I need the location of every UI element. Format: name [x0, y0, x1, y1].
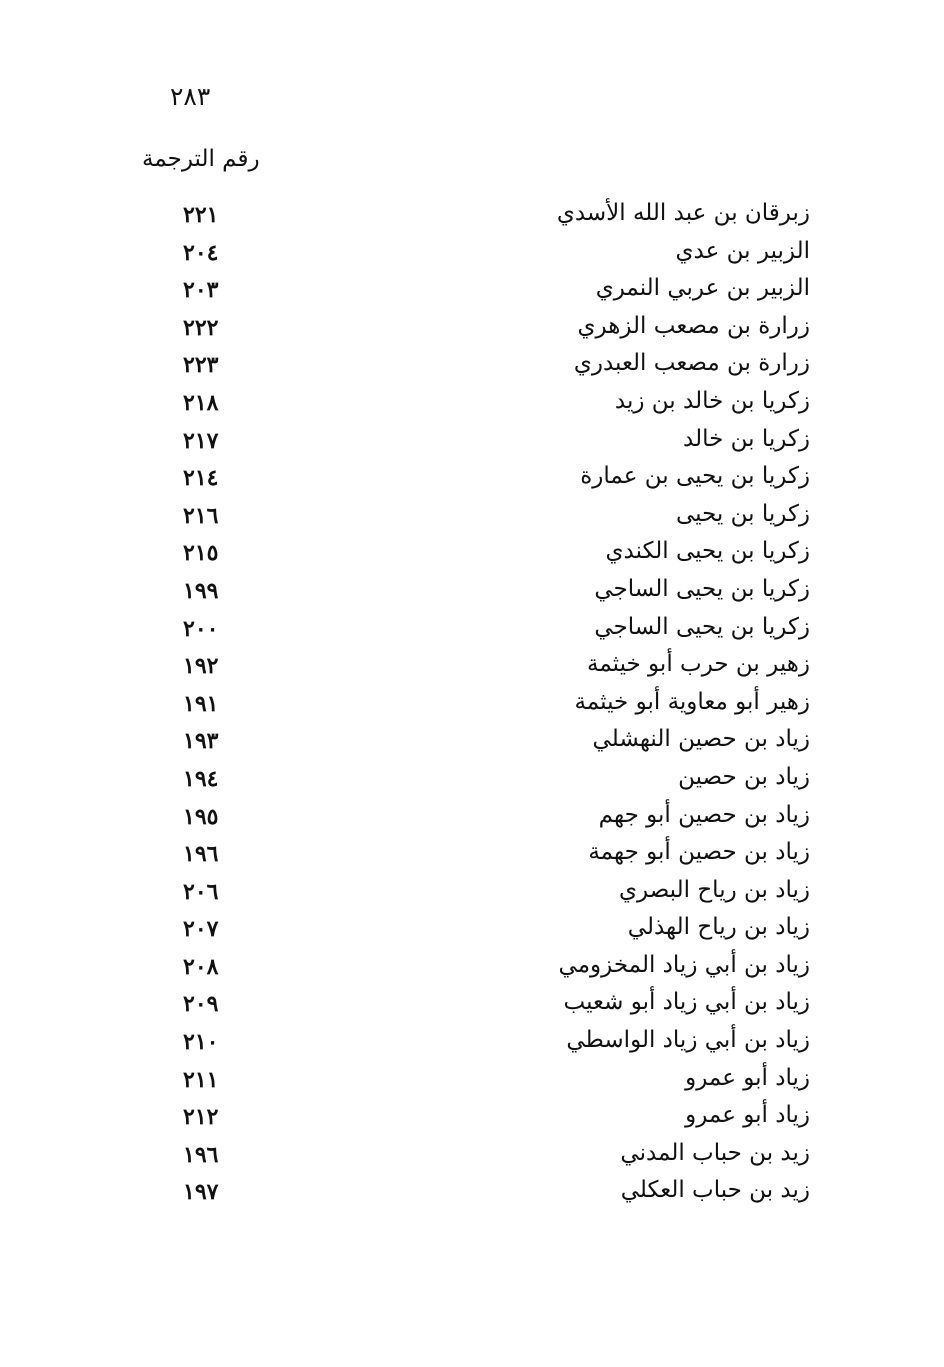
entry-name: زكريا بن يحيى الساجي: [594, 575, 810, 602]
entry-number: ٢١١: [183, 1066, 219, 1093]
entry-number: ١٩٤: [183, 765, 219, 792]
index-entry: [150, 348, 810, 386]
index-entry: [150, 687, 810, 725]
index-entry: [150, 386, 810, 424]
entry-name: زياد أبو عمرو: [685, 1064, 810, 1091]
entry-number: ١٩٥: [183, 803, 219, 830]
entry-number: ١٩٦: [183, 1141, 219, 1168]
entry-number: ٢٢٣: [183, 352, 219, 379]
entry-name: زكريا بن خالد: [683, 425, 810, 452]
entry-name: زياد بن حصين النهشلي: [592, 726, 810, 753]
entry-number: ٢٠٨: [183, 953, 219, 980]
index-list: [150, 198, 810, 1213]
index-entry: [150, 273, 810, 311]
entry-number: ٢١٠: [183, 1029, 219, 1056]
index-entry: [150, 612, 810, 650]
entry-name: زهير بن حرب أبو خيثمة: [587, 651, 810, 678]
index-entry: [150, 649, 810, 687]
entry-number: ٢١٥: [183, 540, 219, 567]
entry-name: زكريا بن خالد بن زيد: [614, 387, 810, 414]
entry-name: زيد بن حباب المدني: [620, 1139, 810, 1166]
entry-number: ٢٠٦: [183, 878, 219, 905]
index-entry: [150, 1175, 810, 1213]
entry-number: ٢١٨: [183, 389, 219, 416]
entry-name: زياد بن رياح البصري: [619, 876, 810, 903]
index-entry: [150, 800, 810, 838]
index-entry: [150, 461, 810, 499]
index-entry: [150, 762, 810, 800]
index-entry: [150, 1100, 810, 1138]
entry-name: زياد بن أبي زياد أبو شعيب: [563, 989, 810, 1016]
entry-number: ١٩٦: [183, 841, 219, 868]
entry-number: ٢٠٩: [183, 991, 219, 1018]
entry-number: ٢١٢: [183, 1104, 219, 1131]
entry-number: ١٩١: [183, 690, 219, 717]
entry-number: ١٩٣: [183, 728, 219, 755]
index-entry: [150, 912, 810, 950]
column-header-translation-number: رقم الترجمة: [142, 146, 260, 172]
index-entry: [150, 950, 810, 988]
index-entry: [150, 574, 810, 612]
entry-name: زكريا بن يحيى بن عمارة: [580, 463, 810, 490]
index-entry: [150, 1025, 810, 1063]
entry-name: زرارة بن مصعب العبدري: [573, 350, 810, 377]
index-entry: [150, 536, 810, 574]
entry-name: زبرقان بن عبد الله الأسدي: [556, 200, 810, 226]
entry-number: ٢٠٤: [183, 239, 219, 266]
index-entry: [150, 499, 810, 537]
entry-number: ٢٠٣: [183, 277, 219, 304]
entry-name: زهير أبو معاوية أبو خيثمة: [574, 688, 810, 715]
index-entry: [150, 424, 810, 462]
index-entry: [150, 311, 810, 349]
entry-number: ٢١٤: [183, 465, 219, 492]
index-entry: [150, 236, 810, 274]
index-entry: [150, 1063, 810, 1101]
index-entry: [150, 198, 810, 236]
entry-name: زياد بن حصين أبو جهمة: [588, 839, 810, 866]
entry-name: زكريا بن يحيى الكندي: [605, 538, 810, 565]
entry-name: زياد بن حصين: [678, 763, 810, 790]
entry-name: زياد بن حصين أبو جهم: [598, 801, 810, 828]
entry-number: ١٩٢: [183, 653, 219, 680]
entry-number: ٢١٧: [183, 427, 219, 454]
entry-name: زياد أبو عمرو: [685, 1102, 810, 1129]
entry-number: ٢١٦: [183, 502, 219, 529]
index-entry: [150, 1138, 810, 1176]
entry-name: زياد بن رياح الهذلي: [627, 914, 810, 941]
entry-name: زكريا بن يحيى الساجي: [594, 613, 810, 640]
entry-name: الزبير بن عربي النمري: [595, 275, 810, 302]
page-number: ٢٨٣: [170, 82, 211, 111]
entry-number: ٢٢٢: [183, 314, 219, 341]
entry-number: ٢٠٠: [183, 615, 219, 642]
entry-name: زرارة بن مصعب الزهري: [577, 312, 810, 339]
index-entry: [150, 724, 810, 762]
index-entry: [150, 875, 810, 913]
index-entry: [150, 837, 810, 875]
entry-name: زكريا بن يحيى: [675, 500, 810, 527]
entry-number: ٢٢١: [183, 202, 219, 228]
index-entry: [150, 987, 810, 1025]
entry-name: زياد بن أبي زياد المخزومي: [558, 951, 810, 978]
entry-number: ١٩٧: [183, 1179, 219, 1206]
entry-name: زيد بن حباب العكلي: [620, 1177, 810, 1204]
entry-number: ١٩٩: [183, 577, 219, 604]
entry-name: الزبير بن عدي: [675, 237, 810, 264]
entry-number: ٢٠٧: [183, 916, 219, 943]
entry-name: زياد بن أبي زياد الواسطي: [566, 1027, 810, 1054]
